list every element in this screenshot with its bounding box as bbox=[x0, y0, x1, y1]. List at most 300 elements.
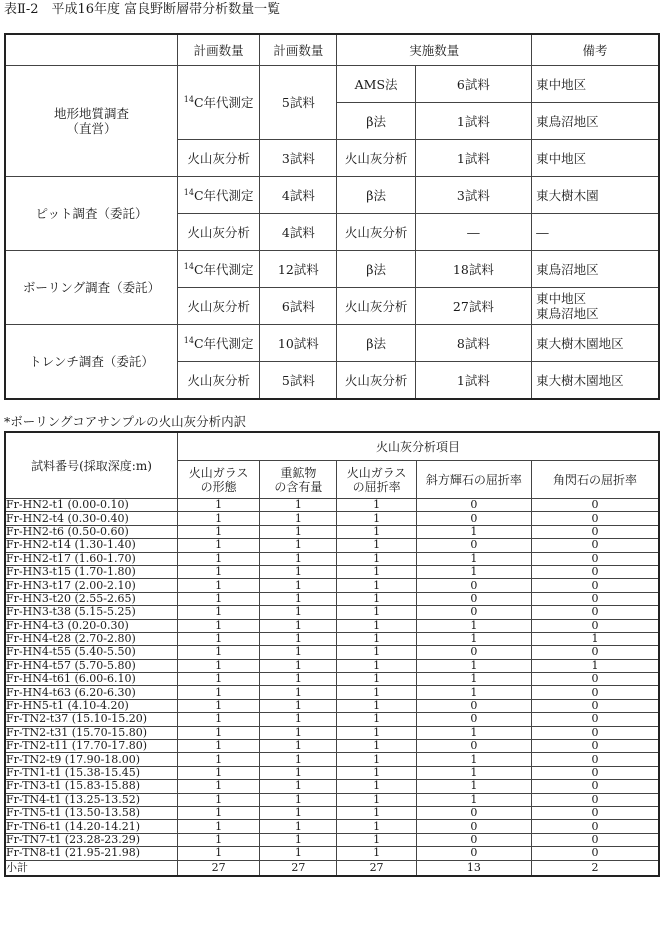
count-cell: 1 bbox=[178, 806, 260, 819]
table-row bbox=[5, 766, 659, 779]
plan-qty: 10試料 bbox=[260, 325, 337, 362]
table-row bbox=[5, 525, 659, 538]
plan-method bbox=[178, 251, 260, 288]
header-column bbox=[416, 461, 531, 499]
count-cell: 1 bbox=[260, 820, 337, 833]
count-cell: 0 bbox=[416, 833, 531, 846]
superscript: 14 bbox=[183, 187, 194, 197]
count-cell: 1 bbox=[416, 726, 531, 739]
table-row bbox=[5, 793, 659, 806]
table-title: 表Ⅱ-2 平成16年度 富良野断層帯分析数量一覧 bbox=[4, 2, 281, 17]
actual-method: β法 bbox=[337, 103, 415, 140]
count-cell: 1 bbox=[178, 565, 260, 578]
count-cell: 1 bbox=[337, 606, 416, 619]
count-cell: 1 bbox=[416, 686, 531, 699]
header-line: の含有量 bbox=[274, 479, 323, 494]
count-cell: 1 bbox=[260, 726, 337, 739]
total-cell: 2 bbox=[532, 860, 659, 876]
count-cell: 1 bbox=[260, 499, 337, 512]
actual-method: 火山灰分析 bbox=[337, 288, 415, 325]
count-cell: 0 bbox=[532, 579, 659, 592]
note-text: 東鳥沼地区 bbox=[536, 113, 599, 129]
plan-qty: 5試料 bbox=[260, 362, 337, 400]
sample-id: Fr-HN2-t1 (0.00-0.10) bbox=[5, 499, 178, 512]
table-row bbox=[5, 646, 659, 659]
count-cell: 1 bbox=[416, 525, 531, 538]
count-cell: 1 bbox=[178, 646, 260, 659]
header-column bbox=[532, 461, 659, 499]
count-cell: 1 bbox=[178, 847, 260, 860]
sample-id: Fr-TN2-t37 (15.10-15.20) bbox=[5, 713, 178, 726]
table-row bbox=[5, 512, 659, 525]
table-row bbox=[5, 713, 659, 726]
count-cell: 0 bbox=[532, 592, 659, 605]
sample-id: Fr-HN2-t17 (1.60-1.70) bbox=[5, 552, 178, 565]
table-row bbox=[5, 847, 659, 860]
header-actual: 実施数量 bbox=[337, 34, 532, 66]
plan-qty: 12試料 bbox=[260, 251, 337, 288]
count-cell: 1 bbox=[178, 579, 260, 592]
count-cell: 1 bbox=[178, 780, 260, 793]
table-row bbox=[5, 833, 659, 846]
survey-name-line: （直営） bbox=[66, 121, 117, 136]
count-cell: 1 bbox=[178, 673, 260, 686]
count-cell: 0 bbox=[532, 847, 659, 860]
count-cell: 1 bbox=[260, 766, 337, 779]
count-cell: 1 bbox=[260, 659, 337, 672]
count-cell: 0 bbox=[416, 806, 531, 819]
plan-method-text: C年代測定 bbox=[193, 335, 254, 351]
actual-qty: 3試料 bbox=[415, 177, 531, 214]
count-cell: 1 bbox=[416, 632, 531, 645]
count-cell: 1 bbox=[178, 659, 260, 672]
count-cell: 0 bbox=[532, 686, 659, 699]
sample-id: Fr-HN2-t14 (1.30-1.40) bbox=[5, 539, 178, 552]
plan-qty: 5試料 bbox=[260, 66, 337, 140]
count-cell: 0 bbox=[416, 512, 531, 525]
count-cell: 1 bbox=[178, 740, 260, 753]
table-row bbox=[5, 686, 659, 699]
note-text: 東大樹木園 bbox=[536, 187, 599, 203]
count-cell: 0 bbox=[532, 606, 659, 619]
plan-method bbox=[178, 214, 260, 251]
count-cell: 1 bbox=[178, 726, 260, 739]
count-cell: 0 bbox=[416, 699, 531, 712]
actual-method: β法 bbox=[337, 251, 415, 288]
count-cell: 1 bbox=[178, 552, 260, 565]
count-cell: 1 bbox=[260, 780, 337, 793]
plan-qty: 4試料 bbox=[260, 177, 337, 214]
count-cell: 1 bbox=[337, 713, 416, 726]
count-cell: 0 bbox=[416, 847, 531, 860]
table-row bbox=[5, 177, 659, 214]
actual-qty: 8試料 bbox=[415, 325, 531, 362]
plan-method bbox=[178, 325, 260, 362]
count-cell: 0 bbox=[532, 753, 659, 766]
note bbox=[532, 251, 659, 288]
count-cell: 1 bbox=[260, 847, 337, 860]
count-cell: 1 bbox=[260, 592, 337, 605]
note-text: 東中地区 bbox=[536, 291, 587, 306]
sample-id: Fr-HN4-t63 (6.20-6.30) bbox=[5, 686, 178, 699]
count-cell: 1 bbox=[178, 833, 260, 846]
count-cell: 1 bbox=[532, 659, 659, 672]
header-blank bbox=[5, 34, 178, 66]
count-cell: 1 bbox=[260, 539, 337, 552]
plan-method bbox=[178, 66, 260, 140]
count-cell: 1 bbox=[260, 699, 337, 712]
count-cell: 1 bbox=[337, 699, 416, 712]
count-cell: 1 bbox=[337, 686, 416, 699]
table-row bbox=[5, 740, 659, 753]
sample-id: Fr-HN3-t15 (1.70-1.80) bbox=[5, 565, 178, 578]
sample-id: Fr-HN3-t20 (2.55-2.65) bbox=[5, 592, 178, 605]
count-cell: 1 bbox=[337, 673, 416, 686]
note bbox=[532, 103, 659, 140]
note bbox=[532, 66, 659, 103]
count-cell: 1 bbox=[337, 833, 416, 846]
count-cell: 0 bbox=[416, 592, 531, 605]
plan-qty: 4試料 bbox=[260, 214, 337, 251]
count-cell: 0 bbox=[532, 780, 659, 793]
sample-id: Fr-HN4-t61 (6.00-6.10) bbox=[5, 673, 178, 686]
plan-method-text: 火山灰分析 bbox=[187, 372, 250, 388]
sample-id: Fr-HN5-t1 (4.10-4.20) bbox=[5, 699, 178, 712]
table-row bbox=[5, 565, 659, 578]
count-cell: 1 bbox=[260, 833, 337, 846]
count-cell: 1 bbox=[337, 565, 416, 578]
plan-method-text: C年代測定 bbox=[193, 95, 254, 110]
count-cell: 0 bbox=[532, 793, 659, 806]
count-cell: 0 bbox=[532, 619, 659, 632]
count-cell: 0 bbox=[416, 740, 531, 753]
sample-id: Fr-HN4-t57 (5.70-5.80) bbox=[5, 659, 178, 672]
sample-id: Fr-HN2-t6 (0.50-0.60) bbox=[5, 525, 178, 538]
note bbox=[532, 288, 659, 325]
count-cell: 1 bbox=[337, 726, 416, 739]
header-line: 角閃石の屈折率 bbox=[553, 472, 638, 487]
count-cell: 0 bbox=[532, 512, 659, 525]
count-cell: 1 bbox=[260, 579, 337, 592]
count-cell: 0 bbox=[532, 766, 659, 779]
count-cell: 1 bbox=[260, 525, 337, 538]
survey-name-line: トレンチ調査（委託） bbox=[29, 354, 154, 369]
count-cell: 1 bbox=[337, 793, 416, 806]
sample-id: Fr-TN3-t1 (15.83-15.88) bbox=[5, 780, 178, 793]
count-cell: 1 bbox=[178, 499, 260, 512]
actual-qty: 18試料 bbox=[415, 251, 531, 288]
count-cell: 1 bbox=[178, 820, 260, 833]
header-note: 備考 bbox=[532, 34, 659, 66]
count-cell: 0 bbox=[532, 499, 659, 512]
sample-id: Fr-TN1-t1 (15.38-15.45) bbox=[5, 766, 178, 779]
total-cell: 13 bbox=[416, 860, 531, 876]
count-cell: 1 bbox=[260, 753, 337, 766]
ash-analysis-table bbox=[4, 431, 660, 877]
count-cell: 1 bbox=[260, 565, 337, 578]
table-row bbox=[5, 619, 659, 632]
survey-name-line: ピット調査（委託） bbox=[35, 206, 148, 221]
sample-id: Fr-TN6-t1 (14.20-14.21) bbox=[5, 820, 178, 833]
header-plan-qty: 計画数量 bbox=[260, 34, 337, 66]
actual-qty: 6試料 bbox=[415, 66, 531, 103]
count-cell: 0 bbox=[532, 539, 659, 552]
actual-method: 火山灰分析 bbox=[337, 140, 415, 177]
actual-qty: ― bbox=[415, 214, 531, 251]
count-cell: 1 bbox=[416, 565, 531, 578]
count-cell: 1 bbox=[416, 780, 531, 793]
count-cell: 0 bbox=[532, 726, 659, 739]
count-cell: 1 bbox=[178, 525, 260, 538]
note bbox=[532, 140, 659, 177]
count-cell: 0 bbox=[416, 646, 531, 659]
note-text: 東鳥沼地区 bbox=[536, 261, 599, 277]
header-column bbox=[337, 461, 416, 499]
count-cell: 1 bbox=[337, 525, 416, 538]
count-cell: 0 bbox=[532, 833, 659, 846]
header-line: 火山ガラス bbox=[346, 465, 407, 480]
table-row bbox=[5, 552, 659, 565]
count-cell: 0 bbox=[532, 740, 659, 753]
note bbox=[532, 177, 659, 214]
sample-id: Fr-HN4-t55 (5.40-5.50) bbox=[5, 646, 178, 659]
survey-name-line: ボーリング調査（委託） bbox=[22, 280, 161, 295]
count-cell: 1 bbox=[337, 632, 416, 645]
count-cell: 1 bbox=[260, 806, 337, 819]
actual-method: AMS法 bbox=[337, 66, 415, 103]
header-column bbox=[260, 461, 337, 499]
note bbox=[532, 325, 659, 362]
header-row bbox=[5, 432, 659, 461]
table-row bbox=[5, 673, 659, 686]
count-cell: 1 bbox=[178, 713, 260, 726]
superscript: 14 bbox=[183, 335, 194, 345]
plan-qty: 3試料 bbox=[260, 140, 337, 177]
count-cell: 1 bbox=[260, 686, 337, 699]
note bbox=[532, 362, 659, 400]
count-cell: 1 bbox=[337, 753, 416, 766]
note-text: 東中地区 bbox=[536, 150, 587, 166]
breakdown-title: *ボーリングコアサンプルの火山灰分析内訳 bbox=[4, 414, 247, 429]
sample-id: Fr-TN7-t1 (23.28-23.29) bbox=[5, 833, 178, 846]
count-cell: 1 bbox=[337, 766, 416, 779]
note bbox=[532, 214, 659, 251]
actual-qty: 1試料 bbox=[415, 103, 531, 140]
note-text: ― bbox=[536, 224, 549, 240]
count-cell: 1 bbox=[416, 766, 531, 779]
sample-id: Fr-TN2-t9 (17.90-18.00) bbox=[5, 753, 178, 766]
count-cell: 1 bbox=[178, 606, 260, 619]
table-row bbox=[5, 632, 659, 645]
actual-method: β法 bbox=[337, 325, 415, 362]
table-row bbox=[5, 579, 659, 592]
plan-method bbox=[178, 362, 260, 400]
plan-method-text: 火山灰分析 bbox=[187, 150, 250, 166]
count-cell: 0 bbox=[416, 820, 531, 833]
actual-method: β法 bbox=[337, 177, 415, 214]
count-cell: 0 bbox=[532, 820, 659, 833]
table-row bbox=[5, 753, 659, 766]
header-analysis-items: 火山灰分析項目 bbox=[178, 432, 660, 461]
survey-name bbox=[5, 251, 178, 325]
total-cell: 27 bbox=[260, 860, 337, 876]
count-cell: 1 bbox=[337, 820, 416, 833]
count-cell: 0 bbox=[416, 713, 531, 726]
header-line: の屈折率 bbox=[352, 479, 401, 494]
count-cell: 1 bbox=[260, 793, 337, 806]
count-cell: 1 bbox=[178, 632, 260, 645]
count-cell: 1 bbox=[416, 659, 531, 672]
count-cell: 1 bbox=[337, 847, 416, 860]
note-text: 東大樹木園地区 bbox=[536, 372, 624, 388]
count-cell: 1 bbox=[178, 539, 260, 552]
count-cell: 0 bbox=[532, 699, 659, 712]
count-cell: 1 bbox=[178, 686, 260, 699]
actual-qty: 27試料 bbox=[415, 288, 531, 325]
table-row bbox=[5, 699, 659, 712]
table-row bbox=[5, 539, 659, 552]
table-row bbox=[5, 592, 659, 605]
sample-id: Fr-HN2-t4 (0.30-0.40) bbox=[5, 512, 178, 525]
header-sample-id: 試料番号(採取深度:m) bbox=[5, 432, 178, 499]
count-cell: 0 bbox=[532, 806, 659, 819]
header-plan-method: 計画数量 bbox=[178, 34, 260, 66]
count-cell: 1 bbox=[260, 632, 337, 645]
count-cell: 0 bbox=[416, 539, 531, 552]
table-row bbox=[5, 66, 659, 103]
plan-method bbox=[178, 140, 260, 177]
table-row bbox=[5, 780, 659, 793]
count-cell: 1 bbox=[260, 713, 337, 726]
table-row bbox=[5, 499, 659, 512]
count-cell: 1 bbox=[260, 673, 337, 686]
header-line: の形態 bbox=[200, 479, 237, 494]
count-cell: 1 bbox=[416, 753, 531, 766]
count-cell: 0 bbox=[532, 565, 659, 578]
survey-name-line: 地形地質調査 bbox=[54, 106, 130, 121]
sample-id: Fr-HN3-t38 (5.15-5.25) bbox=[5, 606, 178, 619]
plan-method-text: C年代測定 bbox=[193, 187, 254, 203]
count-cell: 1 bbox=[337, 659, 416, 672]
count-cell: 1 bbox=[337, 619, 416, 632]
count-cell: 1 bbox=[416, 619, 531, 632]
count-cell: 1 bbox=[260, 646, 337, 659]
count-cell: 1 bbox=[260, 740, 337, 753]
count-cell: 0 bbox=[532, 713, 659, 726]
count-cell: 0 bbox=[532, 525, 659, 538]
note-text: 東大樹木園地区 bbox=[536, 335, 624, 351]
superscript: 14 bbox=[183, 261, 194, 271]
count-cell: 1 bbox=[178, 699, 260, 712]
count-cell: 1 bbox=[260, 552, 337, 565]
table-row bbox=[5, 659, 659, 672]
table-row bbox=[5, 251, 659, 288]
count-cell: 1 bbox=[260, 619, 337, 632]
count-cell: 0 bbox=[416, 579, 531, 592]
table-row bbox=[5, 806, 659, 819]
count-cell: 1 bbox=[337, 579, 416, 592]
plan-method-text: C年代測定 bbox=[193, 261, 254, 277]
count-cell: 1 bbox=[178, 753, 260, 766]
count-cell: 1 bbox=[178, 592, 260, 605]
sample-id: Fr-HN4-t3 (0.20-0.30) bbox=[5, 619, 178, 632]
total-label: 小計 bbox=[5, 860, 178, 876]
sample-id: Fr-TN5-t1 (13.50-13.58) bbox=[5, 806, 178, 819]
header-line: 火山ガラス bbox=[188, 465, 249, 480]
survey-name bbox=[5, 66, 178, 177]
sample-id: Fr-TN4-t1 (13.25-13.52) bbox=[5, 793, 178, 806]
header-line: 斜方輝石の屈折率 bbox=[425, 472, 522, 487]
table-row bbox=[5, 325, 659, 362]
count-cell: 0 bbox=[532, 646, 659, 659]
count-cell: 1 bbox=[416, 793, 531, 806]
note-text: 東中地区 bbox=[536, 76, 587, 92]
count-cell: 1 bbox=[337, 499, 416, 512]
count-cell: 1 bbox=[532, 632, 659, 645]
sample-id: Fr-HN4-t28 (2.70-2.80) bbox=[5, 632, 178, 645]
actual-method: 火山灰分析 bbox=[337, 362, 415, 400]
count-cell: 1 bbox=[416, 673, 531, 686]
count-cell: 1 bbox=[337, 806, 416, 819]
plan-method-text: 火山灰分析 bbox=[187, 298, 250, 314]
total-cell: 27 bbox=[178, 860, 260, 876]
sample-id: Fr-TN2-t11 (17.70-17.80) bbox=[5, 740, 178, 753]
plan-qty: 6試料 bbox=[260, 288, 337, 325]
count-cell: 0 bbox=[416, 499, 531, 512]
count-cell: 1 bbox=[260, 606, 337, 619]
header-row bbox=[5, 34, 659, 66]
actual-qty: 1試料 bbox=[415, 362, 531, 400]
survey-name bbox=[5, 177, 178, 251]
plan-method bbox=[178, 288, 260, 325]
count-cell: 1 bbox=[260, 512, 337, 525]
note-text: 東鳥沼地区 bbox=[536, 306, 599, 321]
actual-qty: 1試料 bbox=[415, 140, 531, 177]
survey-name bbox=[5, 325, 178, 400]
count-cell: 1 bbox=[178, 512, 260, 525]
count-cell: 1 bbox=[178, 793, 260, 806]
sample-id: Fr-TN8-t1 (21.95-21.98) bbox=[5, 847, 178, 860]
header-line: 重鉱物 bbox=[280, 465, 317, 480]
count-cell: 1 bbox=[337, 592, 416, 605]
count-cell: 1 bbox=[337, 539, 416, 552]
count-cell: 1 bbox=[337, 740, 416, 753]
count-cell: 1 bbox=[337, 780, 416, 793]
count-cell: 1 bbox=[337, 646, 416, 659]
superscript: 14 bbox=[183, 94, 194, 104]
count-cell: 1 bbox=[178, 619, 260, 632]
quantity-table bbox=[4, 33, 660, 400]
plan-method bbox=[178, 177, 260, 214]
sample-id: Fr-HN3-t17 (2.00-2.10) bbox=[5, 579, 178, 592]
actual-method: 火山灰分析 bbox=[337, 214, 415, 251]
table-row bbox=[5, 820, 659, 833]
count-cell: 0 bbox=[416, 606, 531, 619]
table-row bbox=[5, 726, 659, 739]
plan-method-text: 火山灰分析 bbox=[187, 224, 250, 240]
total-cell: 27 bbox=[337, 860, 416, 876]
header-column bbox=[178, 461, 260, 499]
count-cell: 1 bbox=[416, 552, 531, 565]
count-cell: 0 bbox=[532, 673, 659, 686]
sample-id: Fr-TN2-t31 (15.70-15.80) bbox=[5, 726, 178, 739]
count-cell: 1 bbox=[337, 512, 416, 525]
count-cell: 1 bbox=[178, 766, 260, 779]
total-row bbox=[5, 860, 659, 876]
count-cell: 1 bbox=[337, 552, 416, 565]
count-cell: 0 bbox=[532, 552, 659, 565]
table-row bbox=[5, 606, 659, 619]
